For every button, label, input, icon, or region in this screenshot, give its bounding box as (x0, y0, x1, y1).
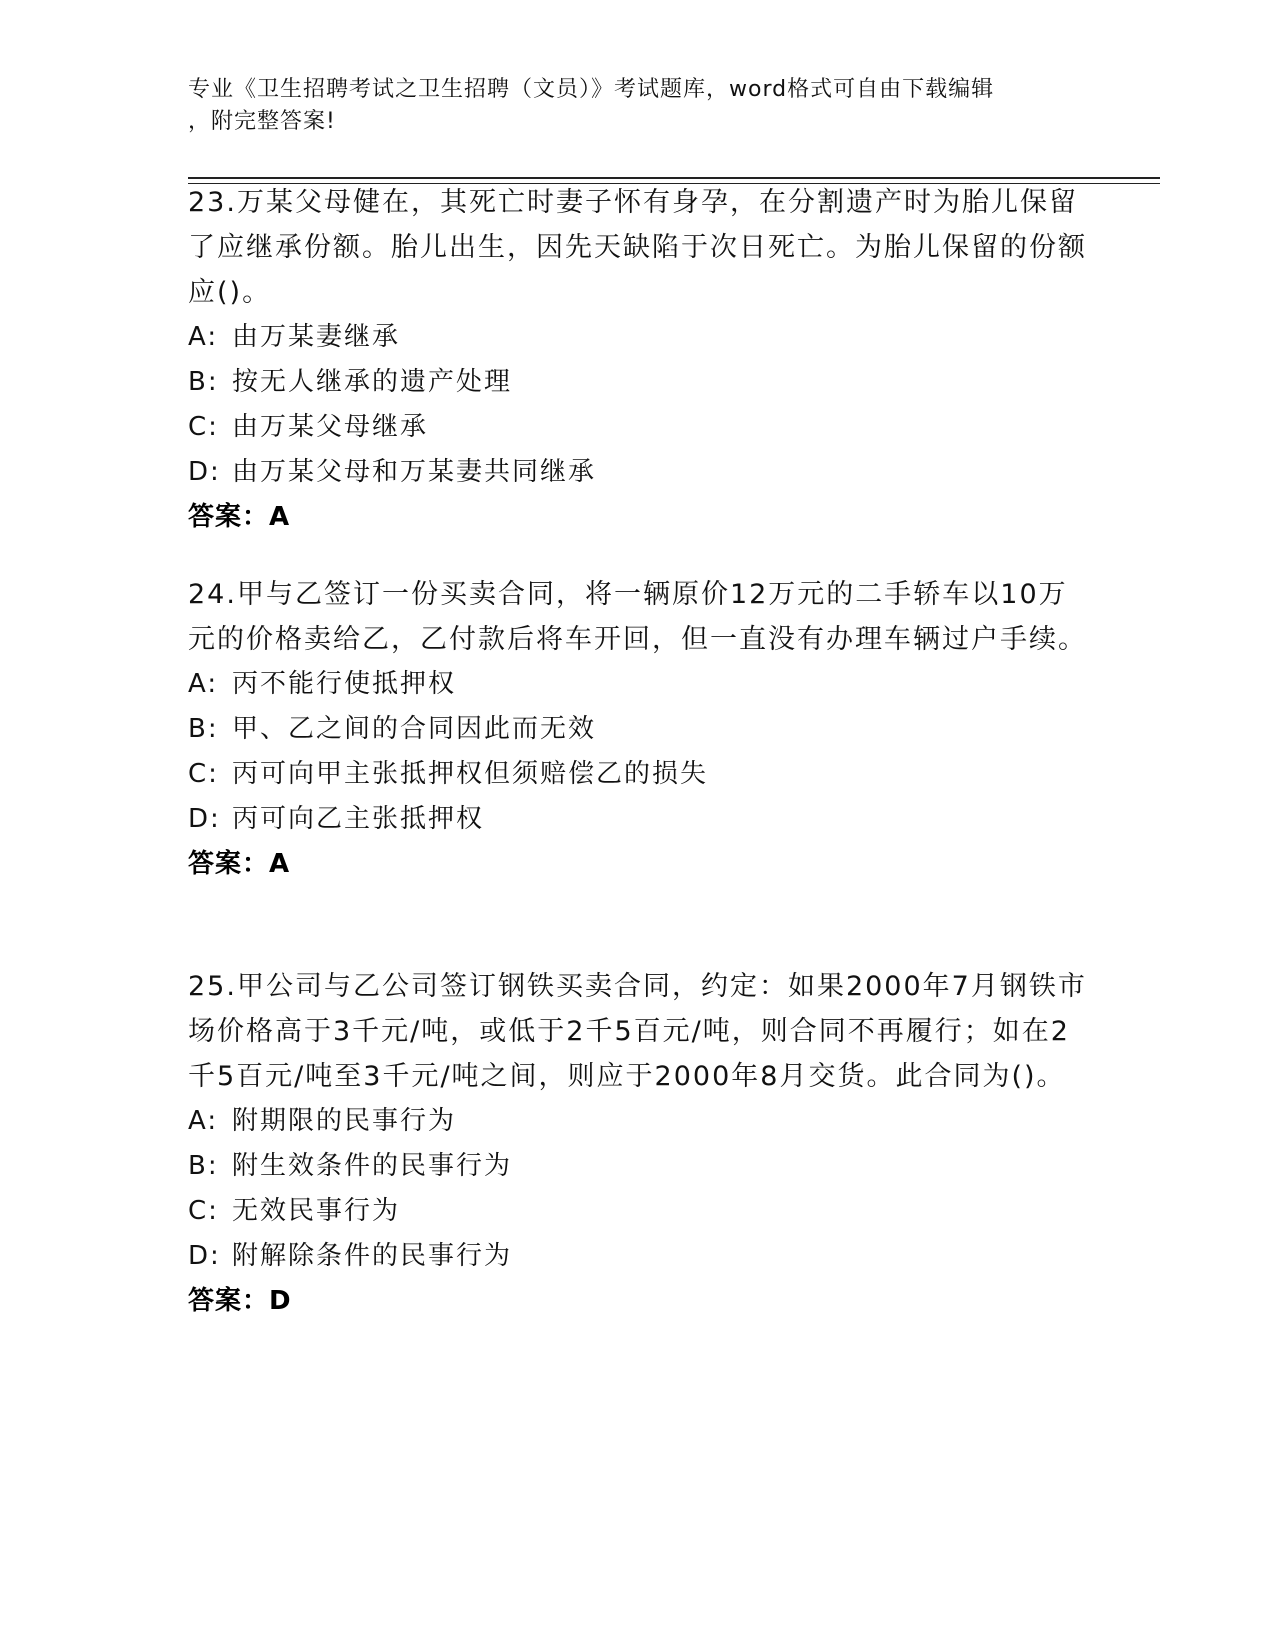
answer-line: 答案：D (188, 1286, 292, 1316)
question-stem: 24.甲与乙签订一份买卖合同，将一辆原价12万元的二手轿车以10万元的价格卖给乙，乙付款后将车开回，但一直没有办理车辆过户手续。 (188, 579, 1087, 655)
option-d: D: 丙可向乙主张抵押权 (188, 804, 485, 834)
option-a: A: 丙不能行使抵押权 (188, 669, 457, 699)
option-b: B: 甲、乙之间的合同因此而无效 (188, 714, 597, 744)
option-d: D: 由万某父母和万某妻共同继承 (188, 457, 597, 487)
question-stem: 25.甲公司与乙公司签订钢铁买卖合同，约定：如果2000年7月钢铁市场价格高于3千元/吨，或低于2千5百元/吨，则合同不再履行；如在2千5百元/吨至3千元/吨之间，则应于2000年8月交货。此合同为()。 (188, 971, 1087, 1092)
question-stem: 23.万某父母健在，其死亡时妻子怀有身孕，在分割遗产时为胎儿保留了应继承份额。胎儿出生，因先天缺陷于次日死亡。为胎儿保留的份额应()。 (188, 187, 1087, 308)
document-header (188, 74, 1088, 138)
option-d: D: 附解除条件的民事行为 (188, 1241, 513, 1271)
option-b: B: 按无人继承的遗产处理 (188, 367, 513, 397)
header-line-1: 专业《卫生招聘考试之卫生招聘（文员）》考试题库，word格式可自由下载编辑 (188, 77, 995, 102)
question-23 (188, 180, 1088, 540)
option-a: A: 附期限的民事行为 (188, 1106, 457, 1136)
question-24 (188, 572, 1088, 887)
answer-line: 答案：A (188, 849, 291, 879)
option-c: C: 由万某父母继承 (188, 412, 429, 442)
option-c: C: 无效民事行为 (188, 1196, 401, 1226)
option-c: C: 丙可向甲主张抵押权但须赔偿乙的损失 (188, 759, 709, 789)
header-line-2: ，附完整答案! (188, 109, 336, 134)
option-b: B: 附生效条件的民事行为 (188, 1151, 513, 1181)
header-divider-thick (188, 177, 1160, 179)
option-a: A: 由万某妻继承 (188, 322, 401, 352)
question-25 (188, 964, 1088, 1324)
answer-line: 答案：A (188, 502, 291, 532)
